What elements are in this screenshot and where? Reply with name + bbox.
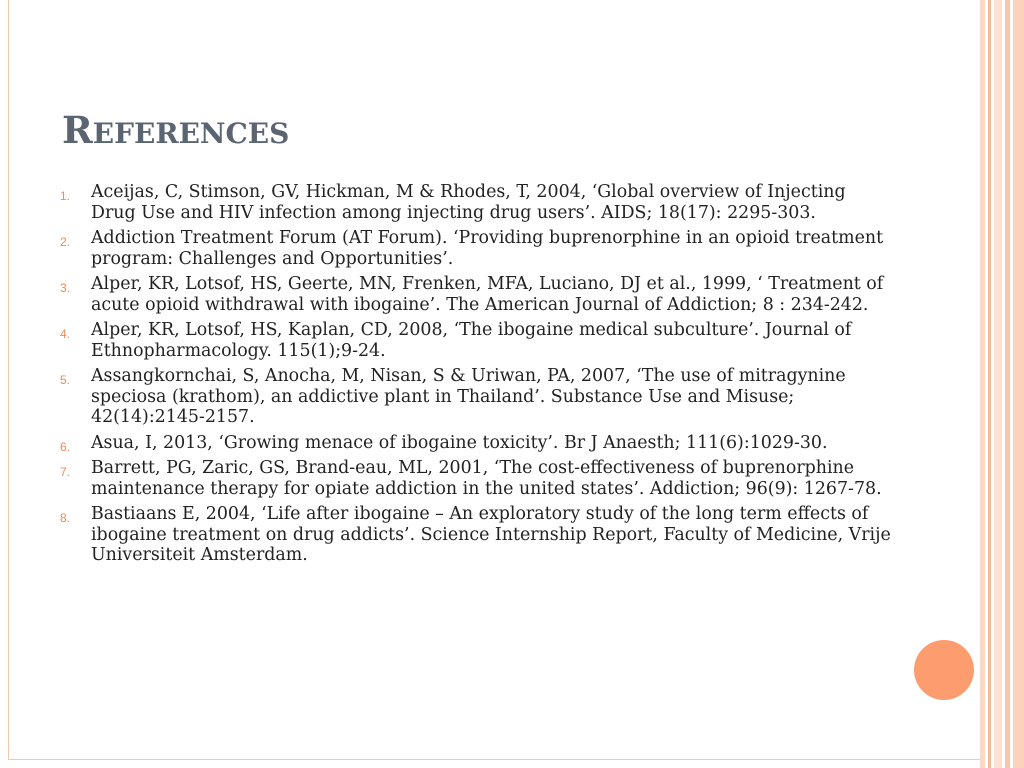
reference-text: Barrett, PG, Zaric, GS, Brand-eau, ML, 2001, ‘The cost-effectiveness of buprenorphine maintenance therapy for opiate addiction in the united states’. Addiction; 96(9): 1267-78. bbox=[91, 458, 882, 499]
reference-item bbox=[60, 432, 891, 454]
reference-text: Aceijas, C, Stimson, GV, Hickman, M & Rhodes, T, 2004, ‘Global overview of Injecting Drug Use and HIV infection among injecting drug users’. AIDS; 18(17): 2295-303. bbox=[91, 182, 846, 223]
reference-number: 6. bbox=[60, 439, 71, 454]
stripe bbox=[1005, 0, 1010, 768]
reference-number: 8. bbox=[60, 511, 71, 525]
reference-item bbox=[60, 504, 891, 566]
reference-item bbox=[60, 228, 891, 269]
reference-text: Addiction Treatment Forum (AT Forum). ‘Providing buprenorphine in an opioid treatment program: Challenges and Opportunities’. bbox=[91, 228, 884, 269]
reference-number: 3. bbox=[60, 281, 71, 295]
slide-title-rest: EFERENCES bbox=[92, 117, 290, 150]
reference-item bbox=[60, 274, 891, 315]
reference-number: 4. bbox=[60, 327, 71, 341]
slide-title bbox=[62, 108, 289, 152]
slide-title-initial: R bbox=[62, 108, 93, 152]
accent-circle bbox=[914, 640, 974, 700]
reference-number: 7. bbox=[60, 465, 71, 479]
stripe bbox=[1013, 0, 1024, 768]
reference-number: 1. bbox=[60, 189, 71, 203]
reference-item bbox=[60, 320, 891, 361]
reference-number: 2. bbox=[60, 235, 71, 249]
stripe bbox=[994, 0, 1002, 768]
reference-text: Alper, KR, Lotsof, HS, Geerte, MN, Frenken, MFA, Luciano, DJ et al., 1999, ‘ Treatment of acute opioid withdrawal with ibogaine’. The American Journal of Addiction; 8 : 234-242. bbox=[91, 274, 884, 315]
reference-text: Assangkornchai, S, Anocha, M, Nisan, S & Uriwan, PA, 2007, ‘The use of mitragynine speciosa (krathom), an addictive plant in Thailand’. Substance Use and Misuse; 42(14):2145-2157. bbox=[91, 366, 846, 427]
reference-text: Bastiaans E, 2004, ‘Life after ibogaine – An exploratory study of the long term effects of ibogaine treatment on drug addicts’. Science Internship Report, Faculty of Medicine, Vrije Universiteit Amsterdam. bbox=[91, 504, 891, 565]
stripe bbox=[980, 0, 985, 768]
stripe bbox=[988, 0, 991, 768]
reference-list bbox=[60, 182, 891, 571]
reference-item bbox=[60, 182, 891, 223]
decorative-stripes bbox=[980, 0, 1024, 768]
reference-item bbox=[60, 366, 891, 428]
reference-item bbox=[60, 458, 891, 499]
reference-text: Asua, I, 2013, ‘Growing menace of ibogaine toxicity’. Br J Anaesth; 111(6):1029-30. bbox=[91, 432, 828, 453]
reference-number: 5. bbox=[60, 373, 71, 387]
reference-text: Alper, KR, Lotsof, HS, Kaplan, CD, 2008, ‘The ibogaine medical subculture’. Journal of Ethnopharmacology. 115(1);9-24. bbox=[91, 320, 852, 361]
